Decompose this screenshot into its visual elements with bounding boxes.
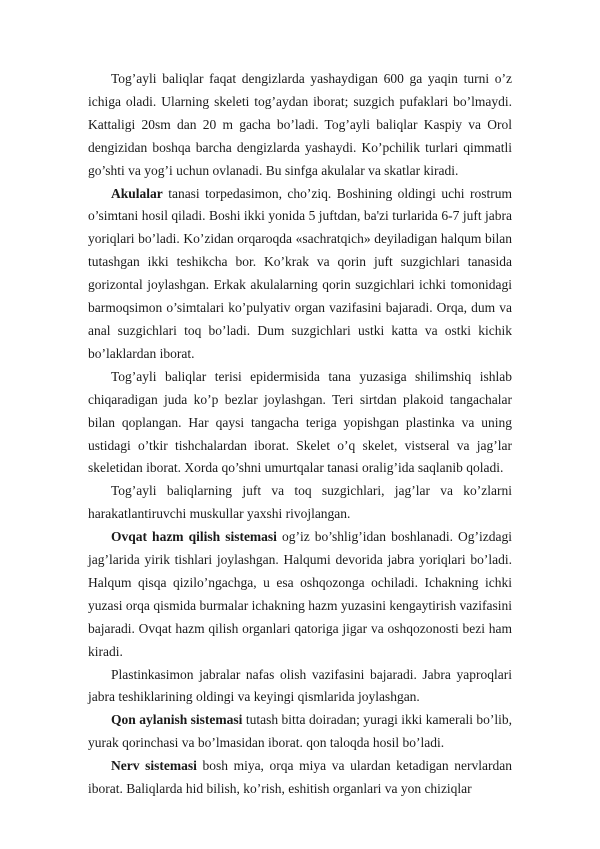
paragraph-muscles	[88, 480, 512, 526]
paragraph-circulation	[88, 709, 512, 755]
paragraph-text: Tog’ayli baliqlar terisi epidermisida tana yuzasiga shilimshiq ishlab chiqaradigan juda ko’p bezlar joylashgan. Teri sirtdan plakoid tangachalar bilan qoplangan. Har qaysi tangacha teriga yopishgan plastinka va uning ustidagi o’tkir tishchalardan iborat. Skelet o’q skelet, vistseral va jag’lar skeletidan iborat. Xorda qo’shni umurtqalar tanasi oralig’ida saqlanib qoladi.	[88, 368, 512, 476]
paragraph-text: tutash bitta doiradan; yuragi ikki kamerali bo’lib, yurak qorinchasi va bo’lmasidan iborat. qon taloqda hosil bo’ladi.	[88, 712, 513, 751]
paragraph-lead: Ovqat hazm qilish sistemasi	[111, 529, 277, 545]
paragraph-digestion	[88, 526, 512, 663]
paragraph-gills	[88, 664, 512, 710]
paragraph-lead: Nerv sistemasi	[111, 758, 197, 774]
paragraph-text: Tog’ayli baliqlarning juft va toq suzgichlari, jag’lar va ko’zlarni harakatlantiruvchi muskullar yaxshi rivojlangan.	[88, 483, 512, 522]
paragraph-text: bosh miya, orqa miya va ulardan ketadigan nervlardan iborat. Baliqlarda hid bilish, ko’rish, eshitish organlari va yon chiziqlar	[88, 758, 512, 797]
paragraph-text: og’iz bo’shlig’idan boshlanadi. Og’izdagi jag’larida yirik tishlari joylashgan. Halqumi devorida jabra yoriqlari bo’ladi. Halqum qisqa qizilo’ngachga, u esa oshqozonga ochiladi. Ichakning ichki yuzasi orqa qismida burmalar ichakning hazm yuzasini kengaytirish vazifasini bajaradi. Ovqat hazm qilish organlari qatoriga jigar va oshqozonosti bezi ham kiradi.	[88, 529, 512, 659]
paragraph-akulalar	[88, 183, 512, 366]
paragraph-text: Plastinkasimon jabralar nafas olish vazifasini bajaradi. Jabra yaproqlari jabra teshiklarining oldingi va keyingi qismlarida joylashgan.	[88, 666, 512, 705]
paragraph-nervous	[88, 755, 512, 801]
paragraph-skin	[88, 366, 512, 481]
paragraph-lead: Qon aylanish sistemasi	[111, 712, 243, 728]
paragraph-lead: Akulalar	[111, 185, 163, 201]
paragraph-text: Tog’ayli baliqlar faqat dengizlarda yashaydigan 600 ga yaqin turni o’z ichiga oladi. Ularning skeleti tog’aydan iborat; suzgich pufaklari bo’lmaydi. Kattaligi 20sm dan 20 m gacha bo’ladi. Tog’ayli baliqlar Kaspiy va Orol dengizidan boshqa barcha dengizlarda yashaydi. Ko’pchilik turlari qimmatli go’shti va yog’i uchun ovlanadi. Bu sinfga akulalar va skatlar kiradi.	[88, 71, 512, 178]
paragraph-text: tanasi torpedasimon, cho’ziq. Boshining oldingi uchi rostrum o’simtani hosil qiladi. Boshi ikki yonida 5 juftdan, ba'zi turlarida 6-7 juft jabra yoriqlari bo’ladi. Ko’zidan orqaroqda «sachratqich» deyiladigan halqum bilan tutashgan ikki teshikcha bor. Ko’krak va qorin juft suzgichlari tanasida gorizontal joylashgan. Erkak akulalarning qorin suzgichlari ichki tomonidagi barmoqsimon o’simtalari ko’pulyativ organ vazifasini bajaradi. Orqa, dum va anal suzgichlari toq bo’ladi. Dum suzgichlari ustki katta va ostki kichik bo’laklardan iborat.	[88, 185, 512, 361]
paragraph-intro	[88, 68, 512, 183]
